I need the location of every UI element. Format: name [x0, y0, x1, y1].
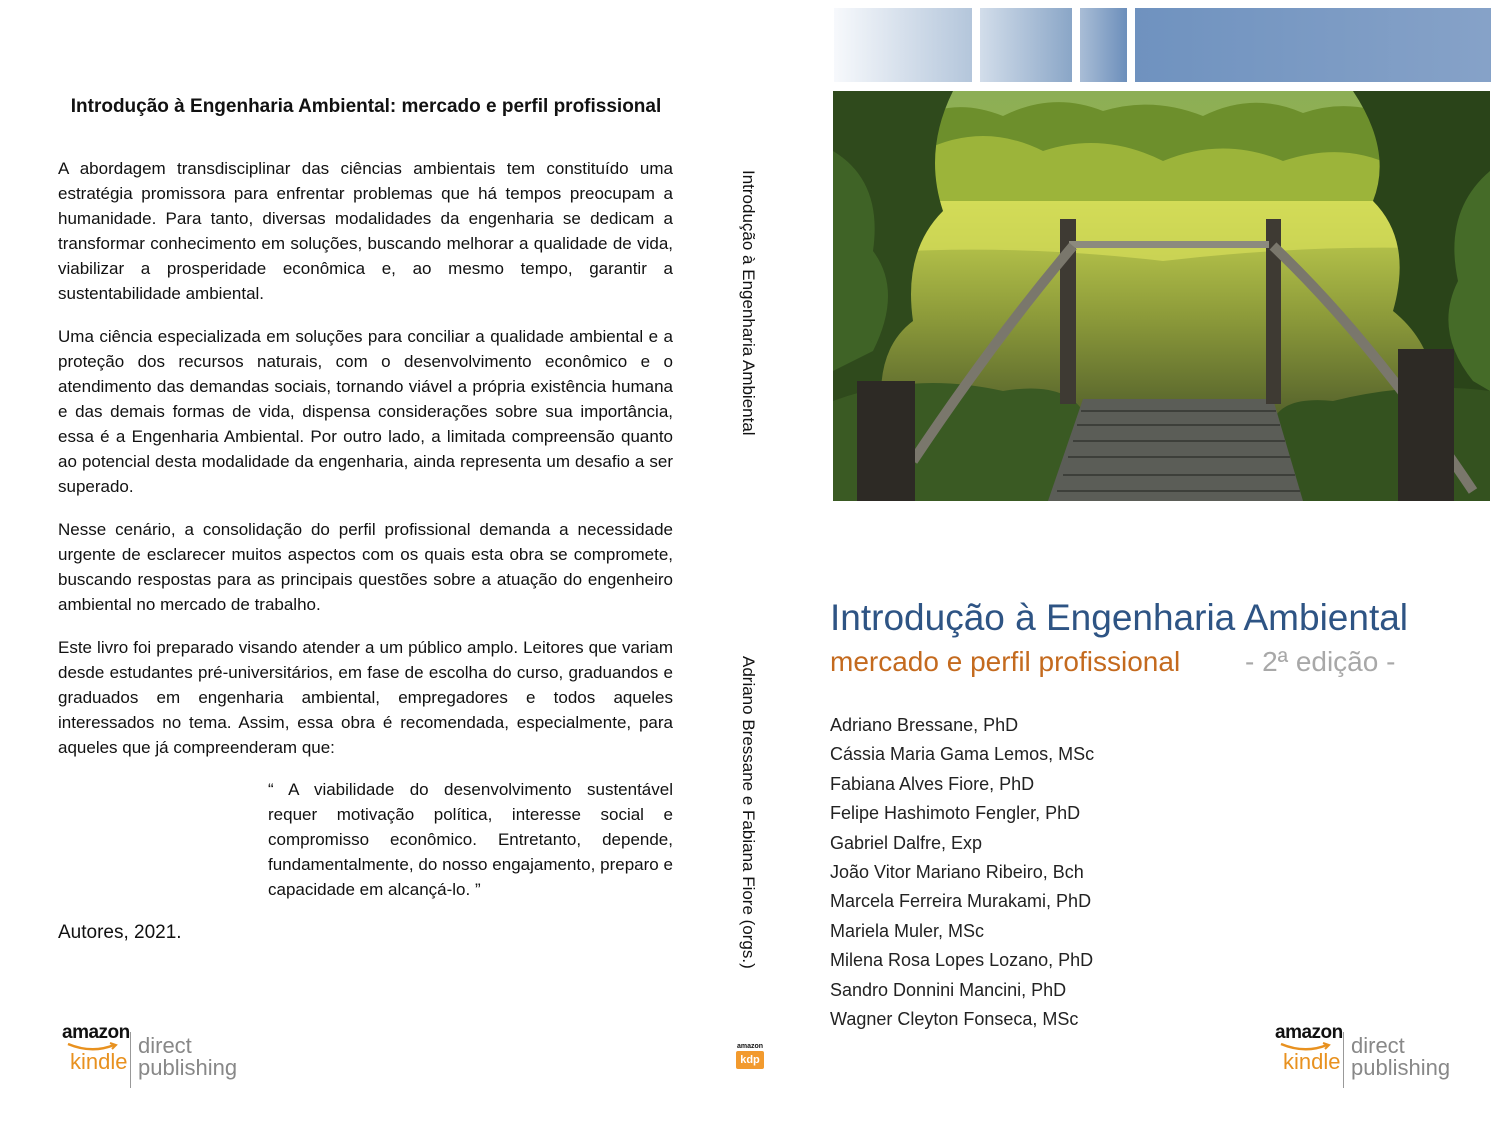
edition-label: - 2ª edição - — [1245, 646, 1396, 677]
synopsis-paragraph: A abordagem transdisciplinar das ciências ambientais tem constituído uma estratégia promissora para enfrentar problemas que há tempos preocupam a humanidade. Para tanto, diversas modalidades da engenharia se dedicam a transformar conhecimento em soluções, buscando melhorar a qualidade de vida, viabilizar a prosperidade econômica e, ao mesmo tempo, garantir a sustentabilidade ambiental. — [58, 159, 673, 303]
kindle-wordmark: kindle — [70, 1049, 128, 1074]
author-name: Sandro Donnini Mancini, PhD — [830, 979, 1067, 1000]
synopsis-paragraph: Uma ciência especializada em soluções para conciliar a qualidade ambiental e a proteção dos recursos naturais, com o desenvolvimento econômico e o atendimento das demandas sociais, tornando viável a própria existência humana e das demais formas de vida, dispensa considerações sobre sua importância, essa é a Engenharia Ambiental. Por outro lado, a limitada compreensão quanto ao potencial desta modalidade da engenharia, ainda representa um desafio a ser superado. — [58, 327, 673, 496]
header-band — [1080, 8, 1127, 82]
spine-authors: Adriano Bressane e Fabiana Fiore (orgs.) — [739, 656, 758, 969]
kdp-badge-icon — [736, 1043, 764, 1072]
author-name: Felipe Hashimoto Fengler, PhD — [830, 803, 1081, 824]
direct-wordmark: direct — [138, 1033, 192, 1058]
header-band — [1135, 8, 1491, 82]
epigraph-quote: “ A viabilidade do desenvolvimento sustentável requer motivação política, interesse social e compromisso econômico. Entretanto, depende, fundamentalmente, do nosso engajamento, preparo e capacidade em alcançá-lo. ” — [268, 780, 673, 899]
lake-pier-photo — [833, 91, 1490, 501]
author-name: Fabiana Alves Fiore, PhD — [830, 773, 1035, 794]
synopsis-paragraph: Este livro foi preparado visando atender a um público amplo. Leitores que variam desde estudantes pré-universitários, em fase de escolha do curso, graduandos e graduados em engenharia ambiental, empregadores e todos aqueles interessados no tema. Assim, essa obra é recomendada, especialmente, para aqueles que já compreenderam que: — [58, 638, 673, 757]
author-name: Gabriel Dalfre, Exp — [830, 832, 983, 853]
book-subtitle: mercado e perfil profissional — [830, 646, 1181, 677]
synopsis-paragraph: Nesse cenário, a consolidação do perfil profissional demanda a necessidade urgente de esclarecer muitos aspectos com os quais esta obra se compromete, buscando respostas para as principais questões sobre a atuação do engenheiro ambiental no mercado de trabalho. — [58, 520, 673, 614]
author-name: Milena Rosa Lopes Lozano, PhD — [830, 950, 1094, 971]
logo-divider — [1343, 1032, 1344, 1088]
author-list — [830, 711, 1094, 1034]
kindle-direct-publishing-logo — [60, 1022, 245, 1092]
header-band — [980, 8, 1072, 82]
author-name: Cássia Maria Gama Lemos, MSc — [830, 744, 1095, 765]
photo-illustration — [833, 91, 1490, 501]
author-name: Marcela Ferreira Murakami, PhD — [830, 891, 1092, 912]
amazon-wordmark: amazon — [62, 1022, 130, 1043]
book-title: Introdução à Engenharia Ambiental — [830, 597, 1409, 638]
author-name: João Vitor Mariano Ribeiro, Bch — [830, 862, 1084, 883]
amazon-wordmark: amazon — [1275, 1022, 1343, 1043]
author-name: Mariela Muler, MSc — [830, 920, 985, 941]
badge-kdp-label: kdp — [736, 1051, 764, 1069]
logo-divider — [130, 1032, 131, 1088]
back-cover-title: Introdução à Engenharia Ambiental: mercado e perfil profissional — [70, 96, 662, 117]
kindle-wordmark: kindle — [1283, 1049, 1341, 1074]
publishing-wordmark: publishing — [1351, 1055, 1451, 1080]
author-name: Wagner Cleyton Fonseca, MSc — [830, 1009, 1079, 1030]
back-cover-body — [58, 156, 673, 778]
badge-amazon-label: amazon — [736, 1043, 764, 1050]
direct-wordmark: direct — [1351, 1033, 1405, 1058]
publishing-wordmark: publishing — [138, 1055, 238, 1080]
author-name: Adriano Bressane, PhD — [830, 715, 1019, 735]
kindle-direct-publishing-logo — [1273, 1022, 1458, 1092]
authors-signoff: Autores, 2021. — [58, 922, 182, 943]
header-band — [834, 8, 972, 82]
spine-title: Introdução à Engenharia Ambiental — [739, 170, 758, 436]
